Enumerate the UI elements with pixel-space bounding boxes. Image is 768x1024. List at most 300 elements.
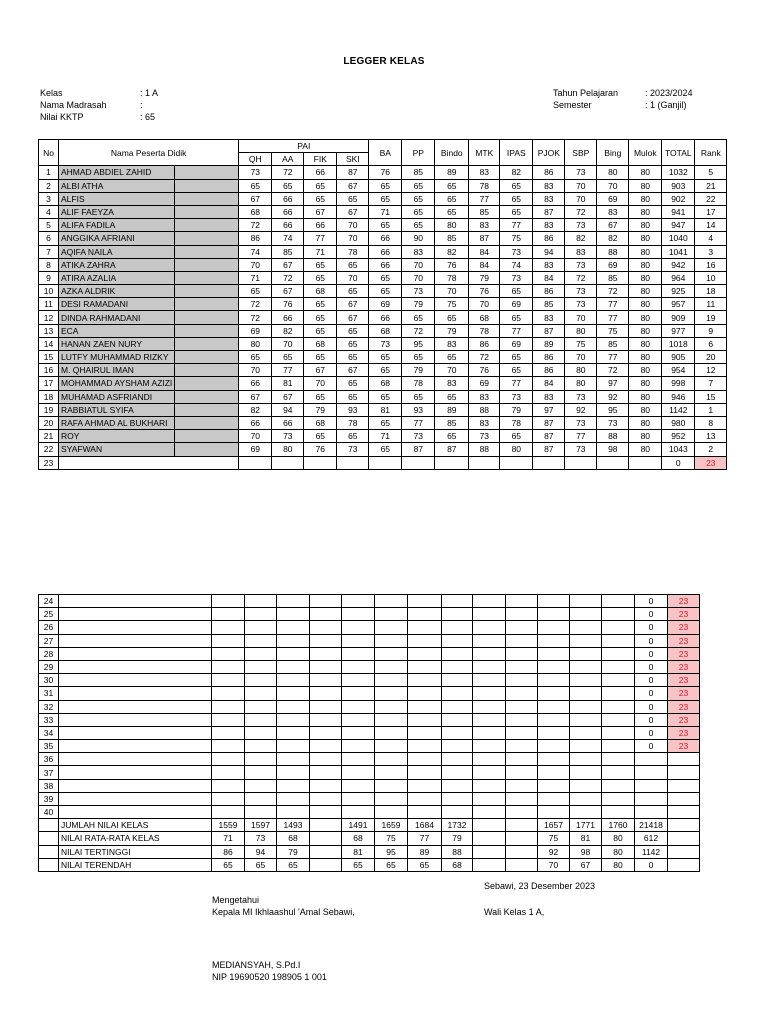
table-row [39, 806, 700, 819]
score-cell: 83 [469, 416, 500, 429]
score-cell [506, 779, 538, 792]
table-row [39, 337, 727, 350]
student-name: ALIFA FADILA [59, 219, 175, 232]
score-cell [602, 647, 635, 660]
score-cell [310, 621, 342, 634]
score-cell: 65 [304, 324, 337, 337]
rank-cell: 23 [668, 647, 700, 660]
score-cell [342, 660, 375, 673]
kelas-value: : 1 A [140, 88, 159, 98]
score-cell [212, 647, 245, 660]
student-name [59, 740, 212, 753]
rank-cell: 8 [695, 416, 727, 429]
score-cell [506, 792, 538, 805]
score-cell: 65 [500, 179, 533, 192]
summary-cell: 86 [212, 845, 245, 858]
score-cell [310, 740, 342, 753]
score-cell: 68 [239, 205, 272, 218]
score-cell: 97 [597, 377, 629, 390]
score-cell: 69 [239, 443, 272, 456]
place-date: Sebawi, 23 Desember 2023 [484, 881, 596, 891]
student-name [59, 608, 212, 621]
score-cell [602, 753, 635, 766]
name-extra [175, 285, 239, 298]
rank-cell: 18 [695, 285, 727, 298]
score-cell: 66 [272, 219, 304, 232]
total-cell: 0 [635, 674, 668, 687]
score-cell [337, 456, 369, 469]
score-cell: 65 [304, 351, 337, 364]
summary-cell: 81 [342, 845, 375, 858]
score-cell [277, 687, 310, 700]
score-cell: 65 [369, 364, 402, 377]
student-name [59, 595, 212, 608]
header-name: Nama Peserta Didik [59, 140, 239, 166]
summary-label: NILAI RATA-RATA KELAS [59, 832, 212, 845]
rank-cell: 19 [695, 311, 727, 324]
score-cell: 87 [533, 443, 565, 456]
summary-cell: 98 [570, 845, 602, 858]
summary-row [39, 845, 700, 858]
student-name: RAFA AHMAD AL BUKHARI [59, 416, 175, 429]
score-cell [310, 753, 342, 766]
score-cell [473, 753, 506, 766]
score-cell: 65 [337, 337, 369, 350]
score-cell [538, 595, 570, 608]
score-cell [442, 726, 473, 739]
rank-cell: 9 [695, 324, 727, 337]
score-cell [375, 792, 408, 805]
row-no: 32 [39, 700, 59, 713]
score-cell: 88 [469, 403, 500, 416]
score-cell [538, 713, 570, 726]
row-no: 21 [39, 430, 59, 443]
score-cell [212, 792, 245, 805]
student-name [59, 674, 212, 687]
summary-cell: 65 [375, 858, 408, 871]
score-cell: 65 [369, 285, 402, 298]
table-row [39, 674, 700, 687]
table-row [39, 377, 727, 390]
score-cell [342, 766, 375, 779]
student-name: HANAN ZAEN NURY [59, 337, 175, 350]
score-cell: 80 [629, 271, 662, 284]
student-name: ALBI ATHA [59, 179, 175, 192]
row-no: 33 [39, 713, 59, 726]
score-cell [245, 647, 277, 660]
table-row [39, 351, 727, 364]
score-cell [245, 595, 277, 608]
score-cell: 87 [469, 232, 500, 245]
score-cell [602, 806, 635, 819]
score-cell: 76 [369, 166, 402, 179]
score-cell: 67 [272, 285, 304, 298]
score-cell: 73 [565, 390, 597, 403]
summary-cell: 65 [277, 858, 310, 871]
score-cell: 73 [402, 430, 435, 443]
summary-cell: 1659 [375, 819, 408, 832]
score-cell: 83 [533, 179, 565, 192]
score-cell: 65 [337, 351, 369, 364]
score-cell [442, 634, 473, 647]
score-cell [408, 766, 442, 779]
score-cell: 77 [304, 232, 337, 245]
score-cell [506, 660, 538, 673]
score-cell [375, 634, 408, 647]
score-cell: 72 [239, 311, 272, 324]
score-cell [570, 634, 602, 647]
summary-cell [310, 845, 342, 858]
score-cell: 80 [597, 166, 629, 179]
row-no: 26 [39, 621, 59, 634]
score-cell [277, 621, 310, 634]
score-cell: 65 [337, 377, 369, 390]
legger-table-upper [38, 139, 727, 470]
row-no: 23 [39, 456, 59, 469]
score-cell: 70 [565, 192, 597, 205]
summary-cell [506, 832, 538, 845]
score-cell: 68 [369, 377, 402, 390]
score-cell: 83 [469, 390, 500, 403]
score-cell [473, 674, 506, 687]
score-cell: 92 [597, 390, 629, 403]
score-cell [375, 726, 408, 739]
summary-cell [473, 832, 506, 845]
score-cell: 80 [629, 377, 662, 390]
score-cell [538, 806, 570, 819]
score-cell [277, 766, 310, 779]
header-pai: PAI [239, 140, 369, 153]
score-cell [277, 806, 310, 819]
score-cell: 66 [272, 192, 304, 205]
rank-cell: 22 [695, 192, 727, 205]
score-cell [473, 634, 506, 647]
score-cell: 70 [469, 298, 500, 311]
row-no: 35 [39, 740, 59, 753]
score-cell: 66 [369, 258, 402, 271]
score-cell: 90 [402, 232, 435, 245]
score-cell [212, 700, 245, 713]
student-name: DINDA RAHMADANI [59, 311, 175, 324]
score-cell [570, 740, 602, 753]
score-cell: 82 [272, 324, 304, 337]
score-cell [375, 806, 408, 819]
score-cell [408, 687, 442, 700]
summary-cell: 92 [538, 845, 570, 858]
student-name [59, 792, 212, 805]
summary-cell [473, 858, 506, 871]
score-cell: 78 [402, 377, 435, 390]
row-no: 19 [39, 403, 59, 416]
score-cell: 86 [469, 337, 500, 350]
summary-cell: 1732 [442, 819, 473, 832]
score-cell [342, 621, 375, 634]
score-cell [245, 792, 277, 805]
rank-cell: 2 [695, 443, 727, 456]
summary-cell [310, 819, 342, 832]
score-cell: 79 [469, 271, 500, 284]
summary-cell: 1559 [212, 819, 245, 832]
score-cell: 65 [304, 179, 337, 192]
score-cell: 86 [533, 166, 565, 179]
score-cell [602, 726, 635, 739]
score-cell [473, 687, 506, 700]
name-extra [175, 324, 239, 337]
score-cell [602, 779, 635, 792]
score-cell: 80 [629, 311, 662, 324]
score-cell [408, 621, 442, 634]
score-cell: 67 [337, 311, 369, 324]
score-cell: 80 [629, 166, 662, 179]
row-no: 36 [39, 753, 59, 766]
score-cell [402, 456, 435, 469]
score-cell [473, 740, 506, 753]
score-cell: 78 [337, 245, 369, 258]
score-cell [442, 753, 473, 766]
score-cell: 86 [239, 232, 272, 245]
score-cell [533, 456, 565, 469]
score-cell: 79 [304, 403, 337, 416]
score-cell: 75 [597, 324, 629, 337]
score-cell [310, 634, 342, 647]
score-cell: 67 [337, 364, 369, 377]
score-cell [538, 608, 570, 621]
student-name [59, 660, 212, 673]
score-cell: 84 [469, 258, 500, 271]
score-cell: 69 [597, 258, 629, 271]
score-cell: 83 [533, 219, 565, 232]
summary-cell: 80 [602, 858, 635, 871]
score-cell: 65 [500, 205, 533, 218]
summary-cell: 1684 [408, 819, 442, 832]
rank-cell: 3 [695, 245, 727, 258]
score-cell [602, 608, 635, 621]
score-cell: 80 [629, 390, 662, 403]
score-cell: 65 [337, 390, 369, 403]
table-row [39, 595, 700, 608]
score-cell: 65 [402, 390, 435, 403]
score-cell: 83 [435, 377, 469, 390]
score-cell: 80 [629, 364, 662, 377]
score-cell [538, 740, 570, 753]
row-no: 40 [39, 806, 59, 819]
score-cell [342, 700, 375, 713]
score-cell [212, 740, 245, 753]
total-cell [635, 792, 668, 805]
score-cell [442, 647, 473, 660]
score-cell [506, 740, 538, 753]
score-cell: 89 [435, 403, 469, 416]
student-name [59, 713, 212, 726]
score-cell [342, 647, 375, 660]
score-cell: 77 [469, 192, 500, 205]
total-cell: 1041 [662, 245, 695, 258]
summary-cell: 88 [442, 845, 473, 858]
student-name [59, 753, 212, 766]
total-cell: 0 [635, 740, 668, 753]
summary-label: NILAI TERTINGGI [59, 845, 212, 858]
score-cell: 80 [629, 403, 662, 416]
score-cell: 77 [500, 324, 533, 337]
score-cell [375, 687, 408, 700]
score-cell [212, 753, 245, 766]
score-cell [310, 608, 342, 621]
score-cell [408, 647, 442, 660]
score-cell: 65 [435, 205, 469, 218]
score-cell [570, 621, 602, 634]
score-cell: 94 [533, 245, 565, 258]
rank-cell: 23 [668, 674, 700, 687]
score-cell [538, 647, 570, 660]
score-cell: 73 [565, 285, 597, 298]
kelas-label: Kelas [40, 88, 63, 98]
rank-cell: 5 [695, 166, 727, 179]
score-cell: 72 [402, 324, 435, 337]
name-extra [175, 205, 239, 218]
summary-cell: 77 [408, 832, 442, 845]
rank-cell: 23 [668, 595, 700, 608]
summary-cell [506, 845, 538, 858]
score-cell [602, 792, 635, 805]
total-cell: 909 [662, 311, 695, 324]
row-no: 9 [39, 271, 59, 284]
score-cell: 93 [402, 403, 435, 416]
student-name [59, 621, 212, 634]
score-cell [506, 621, 538, 634]
score-cell: 85 [597, 337, 629, 350]
score-cell [570, 595, 602, 608]
score-cell: 72 [272, 271, 304, 284]
score-cell [506, 753, 538, 766]
score-cell [473, 595, 506, 608]
summary-row [39, 832, 700, 845]
score-cell: 77 [597, 298, 629, 311]
score-cell [538, 621, 570, 634]
score-cell [277, 674, 310, 687]
row-no: 30 [39, 674, 59, 687]
score-cell: 82 [565, 232, 597, 245]
score-cell [245, 753, 277, 766]
score-cell: 67 [239, 390, 272, 403]
score-cell: 81 [369, 403, 402, 416]
header-subject: SBP [565, 140, 597, 166]
score-cell: 71 [369, 430, 402, 443]
total-cell: 903 [662, 179, 695, 192]
table-row [39, 298, 727, 311]
rank-cell: 23 [668, 660, 700, 673]
score-cell [506, 713, 538, 726]
score-cell: 69 [500, 337, 533, 350]
score-cell [245, 806, 277, 819]
score-cell [342, 792, 375, 805]
row-no: 29 [39, 660, 59, 673]
score-cell: 78 [500, 416, 533, 429]
table-row [39, 403, 727, 416]
score-cell [310, 766, 342, 779]
score-cell: 85 [435, 232, 469, 245]
score-cell [212, 713, 245, 726]
score-cell [408, 595, 442, 608]
score-cell: 98 [597, 443, 629, 456]
score-cell: 68 [469, 311, 500, 324]
score-cell: 66 [369, 311, 402, 324]
score-cell [597, 456, 629, 469]
score-cell [442, 806, 473, 819]
score-cell: 87 [435, 443, 469, 456]
score-cell [473, 806, 506, 819]
student-name [59, 687, 212, 700]
table-row [39, 232, 727, 245]
score-cell [277, 608, 310, 621]
row-no: 37 [39, 766, 59, 779]
score-cell: 65 [304, 258, 337, 271]
student-name: ATIKA ZAHRA [59, 258, 175, 271]
score-cell: 85 [402, 166, 435, 179]
score-cell [473, 608, 506, 621]
student-name [59, 456, 239, 469]
score-cell: 88 [597, 245, 629, 258]
score-cell: 73 [500, 271, 533, 284]
score-cell: 80 [629, 258, 662, 271]
score-cell: 65 [337, 258, 369, 271]
summary-cell: 79 [442, 832, 473, 845]
summary-cell: 65 [342, 858, 375, 871]
header-subject: Bing [597, 140, 629, 166]
table-row [39, 245, 727, 258]
score-cell: 86 [533, 351, 565, 364]
total-cell: 1040 [662, 232, 695, 245]
table-row [39, 660, 700, 673]
page-title: LEGGER KELAS [343, 56, 425, 67]
score-cell [570, 700, 602, 713]
score-cell [570, 687, 602, 700]
score-cell: 65 [304, 192, 337, 205]
row-no: 8 [39, 258, 59, 271]
score-cell: 76 [469, 364, 500, 377]
score-cell [375, 766, 408, 779]
score-cell: 85 [435, 416, 469, 429]
score-cell: 65 [402, 219, 435, 232]
score-cell: 74 [272, 232, 304, 245]
score-cell [570, 806, 602, 819]
score-cell [375, 647, 408, 660]
name-extra [175, 298, 239, 311]
score-cell [212, 674, 245, 687]
semester-value: : 1 (Ganjil) [645, 100, 687, 110]
score-cell [538, 753, 570, 766]
score-cell [469, 456, 500, 469]
table-row [39, 205, 727, 218]
score-cell: 79 [402, 298, 435, 311]
total-cell [635, 806, 668, 819]
rank-cell: 17 [695, 205, 727, 218]
score-cell: 77 [402, 416, 435, 429]
score-cell: 78 [469, 179, 500, 192]
score-cell: 80 [272, 443, 304, 456]
student-name: DESI RAMADANI [59, 298, 175, 311]
score-cell: 80 [629, 219, 662, 232]
score-cell [602, 687, 635, 700]
table-row [39, 416, 727, 429]
score-cell [375, 674, 408, 687]
score-cell: 95 [402, 337, 435, 350]
score-cell [602, 766, 635, 779]
score-cell: 97 [533, 403, 565, 416]
header-pai-sub: QH [239, 153, 272, 166]
head-nip: NIP 19690520 198905 1 001 [212, 972, 327, 982]
score-cell [245, 660, 277, 673]
score-cell: 70 [597, 179, 629, 192]
